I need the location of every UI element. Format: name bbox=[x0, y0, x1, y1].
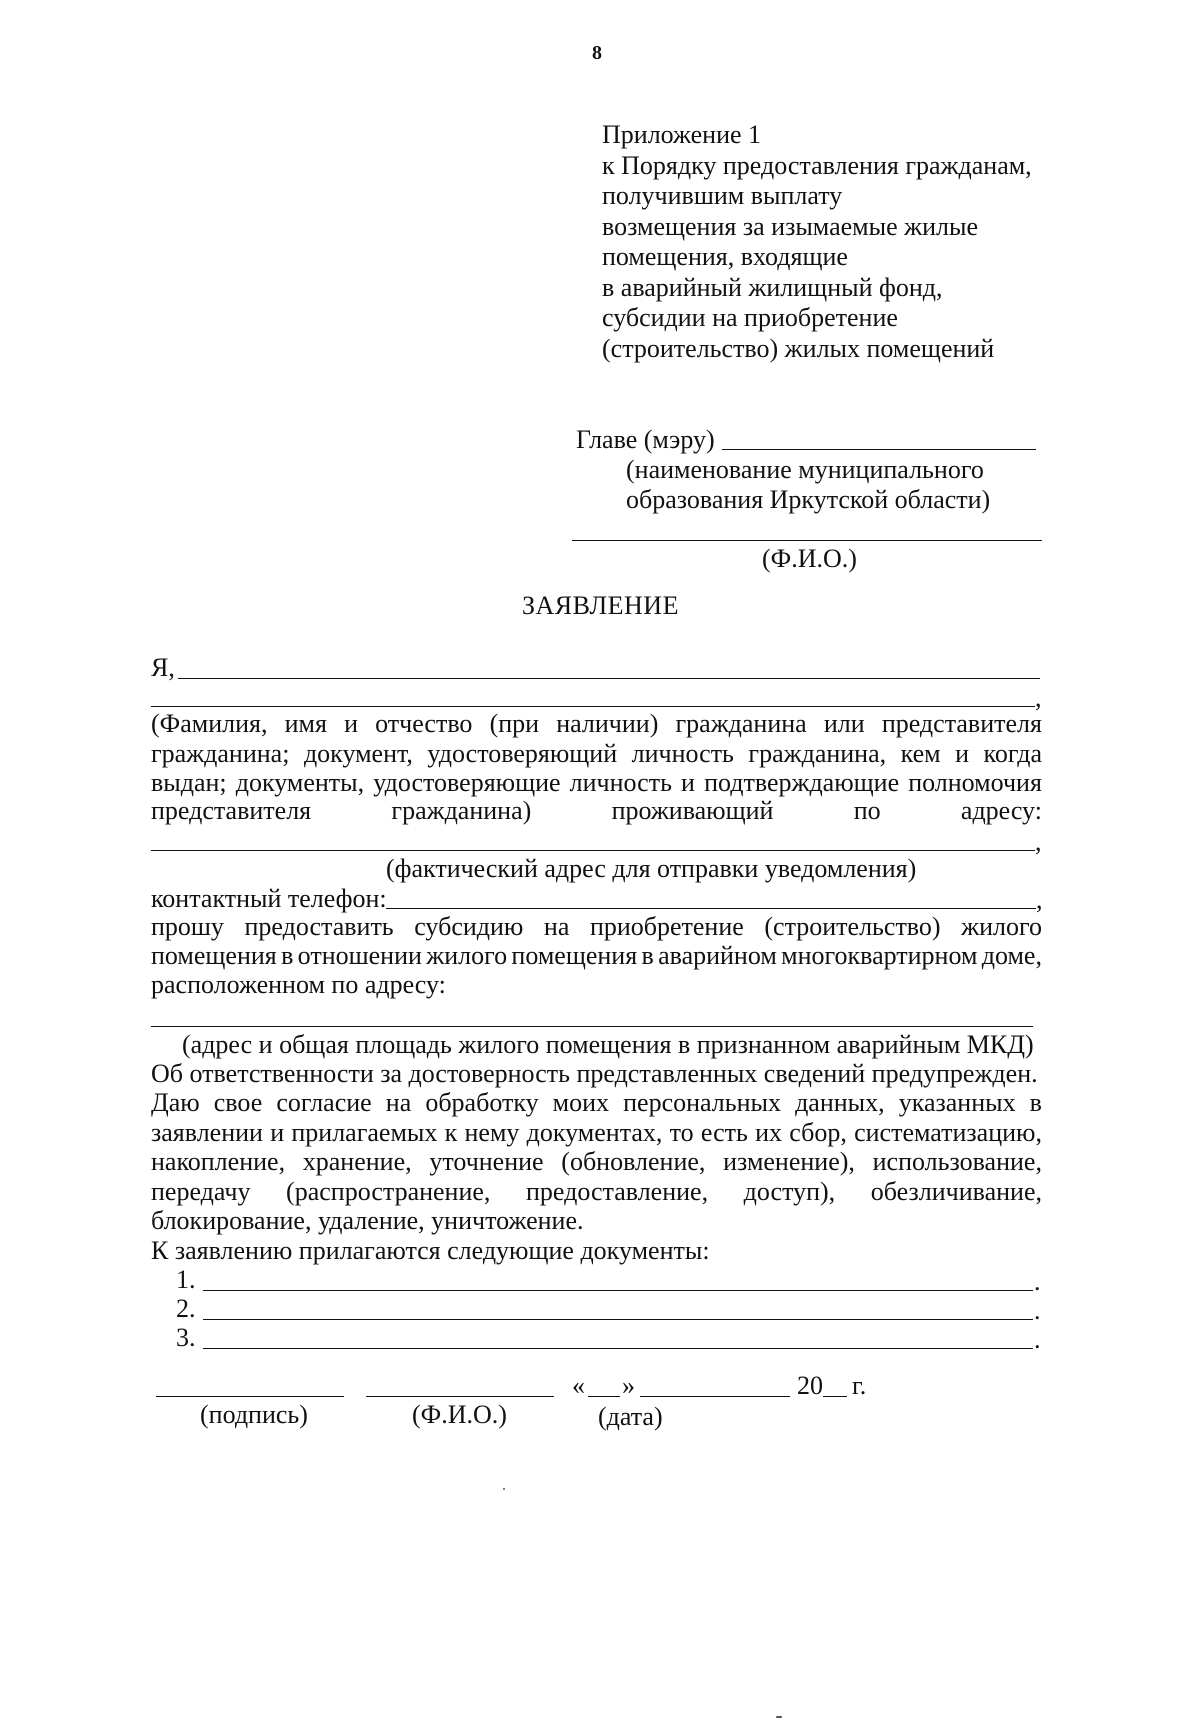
consent-word: к bbox=[444, 1117, 458, 1147]
request-word: аварийном bbox=[658, 941, 777, 970]
consent-word: изменение), bbox=[723, 1147, 855, 1176]
line-comma: , bbox=[1036, 885, 1043, 914]
request-word: прошу bbox=[151, 912, 224, 941]
request-word: доме, bbox=[981, 941, 1042, 970]
date-month-field[interactable] bbox=[640, 1396, 790, 1397]
request-word: предоставить bbox=[244, 912, 394, 941]
consent-word: прилагаемых bbox=[291, 1117, 438, 1147]
consent-word: документах, bbox=[526, 1117, 663, 1147]
consent-word: нему bbox=[464, 1117, 520, 1147]
line-period: . bbox=[1034, 1325, 1041, 1354]
ya-label: Я, bbox=[151, 653, 175, 682]
signature-fio-field[interactable] bbox=[366, 1396, 554, 1397]
appendix-line: в аварийный жилищный фонд, bbox=[602, 272, 943, 302]
hint-word: гражданина bbox=[675, 709, 807, 738]
request-last-line: расположенном по адресу: bbox=[151, 970, 446, 999]
consent-word: использование, bbox=[872, 1147, 1042, 1176]
hint-word: документ, bbox=[303, 739, 413, 768]
consent-word: свое bbox=[213, 1088, 263, 1117]
attachment-field-1[interactable] bbox=[203, 1290, 1033, 1291]
hint-word: представителя bbox=[881, 709, 1042, 738]
consent-word: есть bbox=[700, 1117, 748, 1147]
hint-word: документы, bbox=[235, 768, 365, 797]
hint-word: гражданина) bbox=[391, 796, 532, 825]
line-period: . bbox=[1034, 1296, 1041, 1325]
scan-speck bbox=[503, 1488, 505, 1490]
consent-word: обработку bbox=[425, 1088, 539, 1117]
hint-word: гражданина, bbox=[748, 739, 887, 768]
flat-address-field[interactable] bbox=[151, 1026, 1033, 1027]
hint-word: по bbox=[853, 796, 881, 825]
request-word: помещения bbox=[151, 941, 277, 970]
attachment-field-2[interactable] bbox=[203, 1319, 1033, 1320]
hint-word: личность bbox=[631, 739, 734, 768]
hint-word: имя bbox=[284, 709, 327, 738]
request-word: в bbox=[641, 941, 654, 970]
request-word: многоквартирном bbox=[781, 941, 978, 970]
municipality-hint: образования Иркутской области) bbox=[626, 485, 991, 514]
hint-word: (Фамилия, bbox=[151, 709, 268, 738]
head-name-field[interactable] bbox=[722, 449, 1036, 450]
address-area-hint: (адрес и общая площадь жилого помещения в признанном аварийным МКД) bbox=[182, 1030, 1034, 1059]
consent-word: согласие bbox=[276, 1088, 372, 1117]
scan-speck bbox=[776, 1716, 782, 1718]
page-number: 8 bbox=[592, 42, 602, 64]
request-word: (строительство) bbox=[764, 912, 941, 941]
request-word: приобретение bbox=[589, 912, 744, 941]
consent-word: доступ), bbox=[743, 1176, 836, 1206]
line-comma: , bbox=[1035, 827, 1042, 856]
request-word: в bbox=[281, 941, 294, 970]
date-year-field[interactable] bbox=[823, 1396, 847, 1397]
attachment-number: 3. bbox=[176, 1323, 196, 1352]
appendix-line: (строительство) жилых помещений bbox=[602, 333, 995, 363]
consent-word: заявлении bbox=[151, 1117, 263, 1147]
appendix-line: к Порядку предоставления гражданам, bbox=[602, 150, 1032, 180]
actual-address-field[interactable] bbox=[151, 850, 1035, 851]
consent-word: то bbox=[669, 1117, 694, 1147]
document-title: ЗАЯВЛЕНИЕ bbox=[522, 591, 679, 620]
year-suffix: г. bbox=[852, 1371, 867, 1400]
fio-hint: (Ф.И.О.) bbox=[762, 544, 857, 573]
consent-word: данных, bbox=[795, 1088, 885, 1117]
line-period: . bbox=[1034, 1267, 1041, 1296]
hint-word: удостоверяющий bbox=[427, 739, 618, 768]
hint-word: подтверждающие bbox=[704, 768, 900, 797]
hint-word: представителя bbox=[151, 796, 312, 825]
municipality-hint: (наименование муниципального bbox=[626, 455, 984, 484]
hint-word: полномочия bbox=[908, 768, 1042, 797]
date-quote-open: « bbox=[572, 1371, 585, 1400]
head-fio-field[interactable] bbox=[572, 540, 1042, 541]
hint-word: личность bbox=[569, 768, 672, 797]
consent-word: их bbox=[755, 1117, 783, 1147]
request-word: отношении bbox=[297, 941, 422, 970]
consent-word: хранение, bbox=[302, 1147, 412, 1176]
consent-word: и bbox=[270, 1117, 285, 1147]
consent-word: Даю bbox=[151, 1088, 200, 1117]
consent-word: уточнение bbox=[429, 1147, 544, 1176]
hint-word: выдан; bbox=[151, 768, 227, 797]
appendix-line: субсидии на приобретение bbox=[602, 303, 898, 332]
actual-address-hint: (фактический адрес для отправки уведомления) bbox=[386, 854, 917, 883]
hint-word: гражданина; bbox=[151, 739, 290, 768]
hint-word: и bbox=[955, 739, 970, 768]
hint-word: наличии) bbox=[556, 709, 659, 738]
signature-fio-hint: (Ф.И.О.) bbox=[412, 1400, 507, 1429]
consent-last-line: блокирование, удаление, уничтожение. bbox=[151, 1206, 584, 1235]
request-paragraph bbox=[151, 912, 1042, 999]
signature-hint: (подпись) bbox=[200, 1400, 308, 1429]
hint-word: и bbox=[344, 709, 358, 738]
date-day-field[interactable] bbox=[588, 1396, 620, 1397]
head-label: Главе (мэру) bbox=[576, 425, 715, 454]
consent-word: (распространение, bbox=[286, 1176, 491, 1206]
appendix-line: возмещения за изымаемые жилые bbox=[602, 211, 978, 241]
hint-word: и bbox=[681, 768, 695, 797]
applicant-field-1[interactable] bbox=[178, 678, 1040, 679]
consent-word: в bbox=[1029, 1088, 1042, 1117]
phone-label: контактный телефон: bbox=[151, 884, 387, 913]
consent-word: (обновление, bbox=[561, 1147, 706, 1176]
applicant-field-2[interactable] bbox=[151, 706, 1035, 707]
hint-word: адресу: bbox=[960, 796, 1042, 825]
date-hint: (дата) bbox=[598, 1402, 663, 1431]
attachment-number: 1. bbox=[176, 1265, 196, 1294]
consent-word: моих bbox=[552, 1088, 610, 1117]
hint-word: (при bbox=[489, 709, 540, 738]
responsibility-text: Об ответственности за достоверность представленных сведений предупрежден. bbox=[151, 1059, 1038, 1088]
attachments-label: К заявлению прилагаются следующие документы: bbox=[151, 1236, 710, 1265]
consent-word: предоставление, bbox=[526, 1176, 709, 1206]
consent-word: систематизацию, bbox=[854, 1117, 1042, 1147]
hint-word: проживающий bbox=[611, 796, 774, 825]
phone-field[interactable] bbox=[386, 908, 1036, 909]
hint-word: удостоверяющие bbox=[373, 768, 561, 797]
hint-word: или bbox=[823, 709, 865, 738]
request-word: жилого bbox=[426, 941, 508, 970]
hint-word: отчество bbox=[375, 709, 473, 738]
request-word: на bbox=[543, 912, 570, 941]
hint-word: когда bbox=[983, 739, 1042, 768]
appendix-line: Приложение 1 bbox=[602, 120, 762, 149]
consent-word: сбор, bbox=[789, 1117, 847, 1147]
year-prefix: 20 bbox=[797, 1371, 823, 1400]
signature-field[interactable] bbox=[156, 1396, 344, 1397]
consent-word: указанных bbox=[898, 1088, 1016, 1117]
consent-word: накопление, bbox=[151, 1147, 286, 1176]
date-quote-close: » bbox=[622, 1371, 635, 1400]
applicant-hint bbox=[151, 709, 1042, 825]
request-word: субсидию bbox=[414, 912, 524, 941]
appendix-line: получившим выплату bbox=[602, 181, 843, 210]
consent-paragraph bbox=[151, 1088, 1042, 1236]
consent-word: персональных bbox=[623, 1088, 782, 1117]
hint-word: кем bbox=[900, 739, 941, 768]
request-word: жилого bbox=[961, 912, 1042, 941]
consent-word: передачу bbox=[151, 1176, 251, 1206]
appendix-block bbox=[602, 120, 1032, 364]
consent-word: обезличивание, bbox=[870, 1176, 1042, 1206]
line-comma: , bbox=[1035, 683, 1042, 712]
attachment-number: 2. bbox=[176, 1294, 196, 1323]
consent-word: на bbox=[385, 1088, 412, 1117]
attachment-field-3[interactable] bbox=[203, 1348, 1033, 1349]
appendix-line: помещения, входящие bbox=[602, 242, 848, 271]
request-word: помещения bbox=[511, 941, 638, 970]
